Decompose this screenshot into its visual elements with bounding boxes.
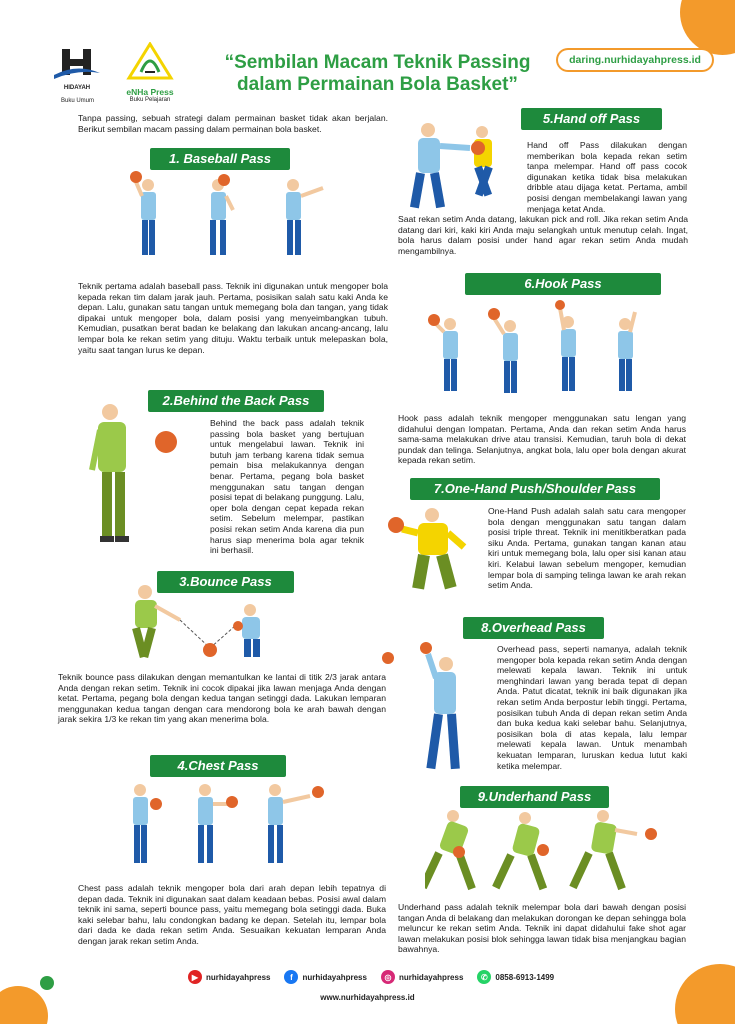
section-6-text: Hook pass adalah teknik mengoper menggunakan satu lengan yang didahului dengan lompatan. Pertama, Anda dan rekan setim Anda harus sama-sama melakukan drive atau transisi. Kemudian, taruh bola di dekat pundak dan telinga. Selanjutnya, angkat bola, lalu oper bola dengan akurat kepada rekan setim. <box>398 413 686 466</box>
enha-logo <box>120 42 180 104</box>
player-figure-2 <box>210 174 233 255</box>
player-figure-2 <box>492 812 549 890</box>
player-figure-3 <box>555 300 576 391</box>
instagram-icon: ◎ <box>381 970 395 984</box>
baseball-pass-illustration <box>118 170 333 265</box>
hidayah-logo-mark <box>50 45 105 91</box>
hook-pass-illustration <box>420 300 670 400</box>
footer-facebook[interactable] <box>284 970 366 984</box>
section-2-text: Behind the back pass adalah teknik passing bola basket yang bertujuan untuk mengelabui lawan. Teknik ini butuh jam terbang karena tidak semua pemain bisa melakukannya dengan benar. Pertama, pegang bola basket menggunakan satu tangan dengan posisi tepat di belakang punggung. Lalu, oper bola dengan cepat kepada rekan setim. Sebelum melempar, pastikan posisi rekan setim Anda karena dia pun harus siap menerima bola agar teknik ini berhasil. <box>210 418 364 556</box>
footer-whatsapp[interactable] <box>477 970 554 984</box>
overhead-pass-illustration <box>378 636 486 778</box>
svg-text:HIDAYAH: HIDAYAH <box>63 85 91 91</box>
corner-circle-top-right <box>680 0 735 55</box>
underhand-pass-illustration <box>425 808 670 898</box>
hidayah-caption: Buku Umum <box>60 98 94 104</box>
title-line-2: dalam Permainan Bola Basket” <box>237 74 518 95</box>
player-figure-2 <box>488 308 518 393</box>
section-8-text: Overhead pass, seperti namanya, adalah teknik mengoper bola kepada rekan setim Anda dengan melewati kepala lawan. Teknik ini untuk menghindari lawan yang berada tepat di depan Anda. Patut dicatat, teknik ini baik digunakan jika rekan setim Anda berpostur lebih tinggi. Pertama, posisikan tubuh Anda di depan rekan setim Anda dan buka kedua kaki selebar bahu. Selanjutnya, posisikan bola di atas kepala, lalu lempar melewati kepala lawan. Untuk menambah kekuatan lemparan, luruskan kedua lutut kaki ketika melempar. <box>497 644 687 771</box>
page-title <box>200 52 555 96</box>
hand-off-pass-illustration <box>400 118 518 213</box>
player-figure-1 <box>425 810 476 890</box>
section-9-text: Underhand pass adalah teknik melempar bola dari bawah dengan posisi tangan Anda di belakang dan melakukan dorongan ke depan sehingga bola meluncur ke rekan setim Anda. Teknik ini dapat didahului fake shot agar lawan melakukan posisi blok sehingga lawan tidak bisa menjangkau bagian bawahnya. <box>398 902 686 955</box>
top-url-text[interactable]: daring.nurhidayahpress.id <box>558 50 712 70</box>
section-5-text-wrap: Hand off Pass dilakukan dengan memberikan bola kepada rekan setim tanpa melempar. Hand off pass cocok digunakan ketika tidak bisa melakukan dribble atau dijaga ketat. Pertama, ambil posisi dengan membelakangi lawan yang menjaga ketat Anda. <box>527 140 687 214</box>
facebook-handle[interactable]: nurhidayahpress <box>302 972 367 982</box>
enha-logo-mark <box>125 42 175 82</box>
enha-caption: Buku Pelajaran <box>129 97 171 103</box>
section-4-text: Chest pass adalah teknik mengoper bola dari arah depan lebih tepatnya di depan dada. Teknik ini digunakan saat dalam keadaan bebas. Posisi awal dalam teknik ini sama, seperti bounce pass, yaitu memegang bola setinggi dada. Buka kaki selebar bahu, lalu condongkan badang ke depan. Setelah itu, lempar bola dari dada ke dada rekan setim Anda. Sesuaikan kekuatan lemparan Anda dengan jarak rekan setim Anda. <box>78 883 386 946</box>
section-7-text: One-Hand Push adalah salah satu cara mengoper bola dengan menggunakan satu tangan dalam posisi triple threat. Teknik ini menitikberatkan pada siku Anda. Pertama, gunakan tangan kanan atau kiri untuk memegang bola, lalu oper sisi kanan atau kiri. Kelabui lawan sebelum mengoper, kemudian lempar bola di samping telinga lawan ke arah rekan setim Anda. <box>488 506 686 591</box>
section-1-text: Teknik pertama adalah baseball pass. Teknik ini digunakan untuk mengoper bola kepada rekan tim dalam jarak jauh. Pertama, posisikan salah satu kaki Anda ke depan. Lalu, gunakan satu tangan untuk memegang bola dan tangan, yang tidak dipakai untuk mengoper bola, dalam posisi yang menyeimbangkan tubuh. Kemudian, pusatkan berat badan ke belakang dan lakukan ancang-ancang, lalu lempar bola ke rekan setim yang dituju. Waktu terbaik untuk melepaskan bola, yaitu saat tangan lurus ke depan. <box>78 281 388 355</box>
section-1-heading: 1. Baseball Pass <box>150 148 290 170</box>
section-9-heading: 9.Underhand Pass <box>460 786 609 808</box>
player-figure-3 <box>286 179 323 255</box>
title-line-1: “Sembilan Macam Teknik Passing <box>224 52 531 73</box>
footer-website[interactable]: www.nurhidayahpress.id <box>320 993 415 1002</box>
hidayah-logo <box>50 45 105 103</box>
youtube-icon: ▶ <box>188 970 202 984</box>
section-8-heading: 8.Overhead Pass <box>463 617 604 639</box>
player-figure-1 <box>428 314 458 391</box>
section-3-heading: 3.Bounce Pass <box>157 571 294 593</box>
top-url-badge[interactable] <box>556 48 714 72</box>
chest-pass-illustration <box>120 780 335 870</box>
section-3-text: Teknik bounce pass dilakukan dengan memantulkan ke lantai di titik 2/3 jarak antara Anda dengan rekan setim. Teknik ini cocok dipakai jika lawan menjaga Anda dengan ketat. Pertama, pegang bola dengan kedua tangan setinggi dada. Lakukan lemparan menggunakan kedua tangan dengan cara mendorong bola ke arah bawah dengan jarak sekira 1/3 ke rekan tim yang akan menerima bola. <box>58 672 386 725</box>
whatsapp-number[interactable]: 0858-6913-1499 <box>495 972 555 982</box>
one-hand-push-illustration <box>384 505 486 593</box>
instagram-handle[interactable]: nurhidayahpress <box>398 972 464 982</box>
section-5-text-full: Saat rekan setim Anda datang, lakukan pick and roll. Jika rekan setim Anda datang dari kiri, kaki kiri Anda maju selangkah untuk menutup celah. Ingat, bola harus dalam posisi under hand agar rekan setim Anda mudah mengambilnya. <box>398 214 688 256</box>
footer-instagram[interactable] <box>381 970 463 984</box>
intro-text: Tanpa passing, sebuah strategi dalam permainan basket tidak akan berjalan. Berikut sembilan macam passing dalam permainan bola basket. <box>78 113 388 134</box>
section-5-heading: 5.Hand off Pass <box>521 108 662 130</box>
enha-name: eNHa Press <box>126 87 174 97</box>
corner-circle-bottom-left <box>0 986 48 1024</box>
player-figure-4 <box>618 312 635 391</box>
section-7-heading: 7.One-Hand Push/Shoulder Pass <box>410 478 660 500</box>
player-figure-2 <box>198 784 238 863</box>
section-4-heading: 4.Chest Pass <box>150 755 286 777</box>
player-figure-3 <box>569 810 657 890</box>
footer-social-bar <box>188 970 588 984</box>
corner-dot-bottom-left <box>40 976 54 990</box>
behind-the-back-pass-illustration <box>88 400 198 550</box>
facebook-icon: f <box>284 970 298 984</box>
youtube-handle[interactable]: nurhidayahpress <box>206 972 271 982</box>
section-2-heading: 2.Behind the Back Pass <box>148 390 324 412</box>
whatsapp-icon: ✆ <box>477 970 491 984</box>
player-figure-1 <box>133 784 162 863</box>
bounce-pass-illustration <box>110 580 295 662</box>
section-6-heading: 6.Hook Pass <box>465 273 661 295</box>
player-figure-1 <box>130 171 156 255</box>
footer-youtube[interactable] <box>188 970 270 984</box>
player-figure-3 <box>268 784 324 863</box>
